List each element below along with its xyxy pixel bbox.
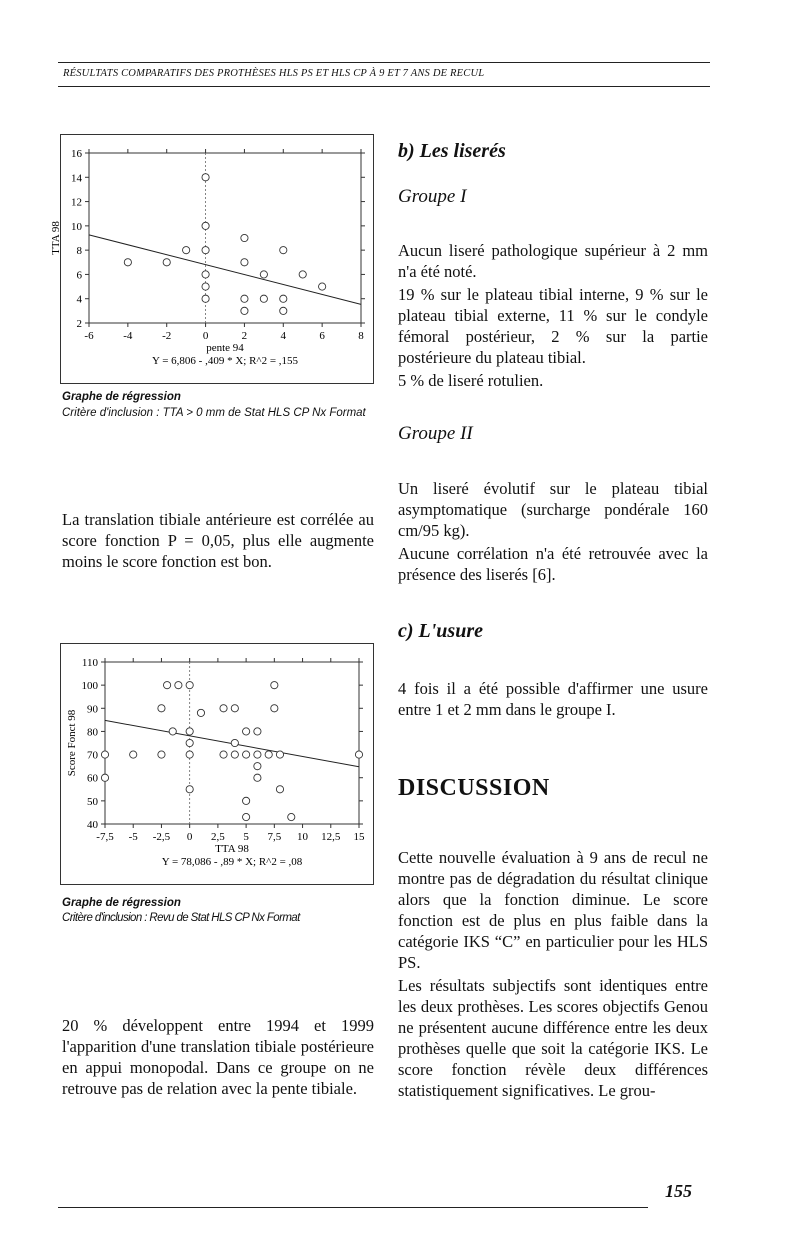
- chart-1-data-point: [202, 271, 209, 278]
- chart-2-x-tick-label: -2,5: [152, 831, 171, 843]
- chart-2-x-tick-label: 12,5: [321, 831, 341, 843]
- chart-1-data-point: [124, 259, 131, 266]
- chart-2-data-point: [271, 682, 278, 689]
- chart-2-data-point: [231, 739, 238, 746]
- chart-1-data-point: [280, 247, 287, 254]
- chart-2-data-point: [186, 786, 193, 793]
- figure-2-caption-text: Critère d'inclusion : Revu de Stat HLS CP Nx Format: [62, 912, 300, 924]
- chart-1-data-point: [202, 295, 209, 302]
- chart-2-data-point: [175, 682, 182, 689]
- discussion-paragraph-1: Cette nouvelle évaluation à 9 ans de recul ne montre pas de dégradation du résultat clinique alors que la fonction diminue. Le score fonction est de plus en plus faible dans la catégorie IKS “C” en particulier pour les HLS PS.: [398, 848, 708, 972]
- running-header: RÉSULTATS COMPARATIFS DES PROTHÈSES HLS PS ET HLS CP À 9 ET 7 ANS DE RECUL: [63, 68, 485, 79]
- chart-2-y-tick-label: 40: [87, 819, 98, 831]
- subheading-groupe-1: Groupe I: [398, 186, 467, 207]
- chart-2-equation: Y = 78,086 - ,89 * X; R^2 = ,08: [161, 856, 303, 868]
- header-rule: [58, 86, 710, 87]
- chart-2-x-axis-label: TTA 98: [215, 843, 249, 855]
- chart-1-data-point: [319, 283, 326, 290]
- groupe-2-paragraph-1: Un liseré évolutif sur le plateau tibial asymptomatique (surcharge pondérale 160 cm/95 kg).: [398, 479, 708, 540]
- chart-2-data-point: [186, 682, 193, 689]
- chart-2-data-point: [101, 751, 108, 758]
- chart-1-y-tick-label: 14: [71, 172, 82, 185]
- chart-2-y-tick-label: 90: [87, 703, 98, 716]
- chart-1-x-tick-label: 8: [358, 330, 364, 342]
- section-heading-liseres: b) Les liserés: [398, 140, 506, 162]
- regression-figure-2: [60, 643, 374, 885]
- usure-paragraph: 4 fois il a été possible d'affirmer une usure entre 1 et 2 mm dans le groupe I.: [398, 679, 708, 719]
- left-paragraph-2: 20 % développent entre 1994 et 1999 l'apparition d'une translation tibiale postérieure en appui monopodal. Dans ce groupe on ne retrouve pas de relation avec la pente tibiale.: [62, 1016, 374, 1098]
- chart-1-data-point: [241, 307, 248, 314]
- chart-1-x-tick-label: 4: [280, 330, 287, 342]
- chart-1-y-tick-label: 16: [71, 148, 82, 160]
- scatter-chart-2: [61, 644, 373, 884]
- chart-2-data-point: [158, 751, 165, 758]
- section-heading-usure: c) L'usure: [398, 620, 483, 642]
- figure-2-caption-title: Graphe de régression: [62, 897, 181, 909]
- subheading-groupe-2: Groupe II: [398, 423, 473, 444]
- groupe-2-text: [398, 478, 708, 587]
- chart-2-x-tick-label: 5: [243, 831, 249, 843]
- chart-1-data-point: [241, 259, 248, 266]
- chart-1-x-axis-label: pente 94: [206, 342, 244, 354]
- chart-2-data-point: [186, 751, 193, 758]
- chart-2-data-point: [231, 705, 238, 712]
- chart-2-x-tick-label: 2,5: [211, 831, 225, 843]
- chart-1-x-tick-label: 0: [202, 330, 209, 342]
- chart-2-data-point: [169, 728, 176, 735]
- discussion-paragraph-2: Les résultats subjectifs sont identiques entre les deux prothèses. Les scores objectifs Genou ne présentent aucune différence entre les deux prothèses quelle que soit la catégorie IKS. Le score fonction révèle deux différences statistiquement significatives. Le grou-: [398, 976, 708, 1100]
- chart-2-data-point: [197, 709, 204, 716]
- chart-2-data-point: [186, 728, 193, 735]
- chart-2-data-point: [265, 751, 272, 758]
- groupe-2-paragraph-2: Aucune corrélation n'a été retrouvée avec la présence des liserés [6].: [398, 544, 708, 584]
- discussion-heading: DISCUSSION: [398, 775, 550, 801]
- chart-2-y-tick-label: 100: [81, 680, 98, 693]
- chart-1-y-tick-label: 8: [76, 245, 82, 258]
- footer-rule: [58, 1207, 648, 1208]
- chart-2-data-point: [355, 751, 362, 758]
- chart-1-x-tick-label: -4: [123, 330, 133, 342]
- chart-1-x-tick-label: -6: [84, 330, 94, 342]
- chart-2-data-point: [254, 751, 261, 758]
- chart-1-data-point: [183, 247, 190, 254]
- chart-2-y-tick-label: 110: [81, 657, 98, 669]
- chart-1-data-point: [280, 295, 287, 302]
- chart-1-y-axis-label: TTA 98: [50, 221, 62, 255]
- chart-2-data-point: [243, 751, 250, 758]
- chart-2-data-point: [271, 705, 278, 712]
- chart-1-x-tick-label: -2: [162, 330, 172, 342]
- chart-2-y-axis-label: Score Fonct 98: [66, 709, 78, 777]
- chart-2-data-point: [130, 751, 137, 758]
- chart-1-data-point: [280, 307, 287, 314]
- chart-2-x-tick-label: -5: [128, 831, 138, 843]
- chart-1-x-tick-label: 2: [241, 330, 248, 342]
- chart-2-data-point: [254, 774, 261, 781]
- chart-1-y-tick-label: 4: [76, 293, 82, 306]
- chart-2-data-point: [163, 682, 170, 689]
- groupe-1-text: [398, 240, 708, 393]
- chart-1-y-tick-label: 2: [76, 318, 82, 330]
- chart-2-data-point: [220, 751, 227, 758]
- chart-2-y-tick-label: 80: [87, 726, 98, 739]
- chart-1-data-point: [260, 271, 267, 278]
- chart-2-data-point: [220, 705, 227, 712]
- regression-figure-1: [50, 134, 374, 384]
- chart-1-data-point: [241, 295, 248, 302]
- chart-2-x-tick-label: 0: [186, 831, 193, 843]
- chart-1-data-point: [202, 174, 209, 181]
- chart-1-y-tick-label: 12: [71, 196, 82, 209]
- chart-2-data-point: [243, 813, 250, 820]
- groupe-1-paragraph-1: Aucun liseré pathologique supérieur à 2 mm n'a été noté.: [398, 241, 708, 281]
- chart-1-data-point: [202, 283, 209, 290]
- chart-1-data-point: [202, 247, 209, 254]
- chart-1-equation: Y = 6,806 - ,409 * X; R^2 = ,155: [151, 355, 299, 367]
- chart-2-data-point: [288, 813, 295, 820]
- figure-1-caption-title: Graphe de régression: [62, 391, 181, 403]
- chart-2-data-point: [243, 797, 250, 804]
- chart-1-data-point: [299, 271, 306, 278]
- top-rule: [58, 62, 710, 63]
- chart-2-x-tick-label: 7,5: [267, 831, 282, 843]
- chart-2-x-tick-label: 15: [353, 831, 365, 843]
- groupe-1-paragraph-2: 19 % sur le plateau tibial interne, 9 % sur le plateau tibial externe, 11 % sur le condyle fémoral postérieur, 2 % sur la partie postérieure du plateau tibial.: [398, 285, 708, 367]
- chart-1-data-point: [202, 222, 209, 229]
- page-number: 155: [665, 1181, 692, 1201]
- chart-1-regression-line: [89, 235, 361, 305]
- left-paragraph-1: La translation tibiale antérieure est corrélée au score fonction P = 0,05, plus elle augmente moins le score fonction est bon.: [62, 510, 374, 571]
- figure-1-caption-text: Critère d'inclusion : TTA > 0 mm de Stat HLS CP Nx Format: [62, 407, 366, 419]
- chart-2-y-tick-label: 50: [87, 795, 98, 808]
- chart-1-data-point: [163, 259, 170, 266]
- scatter-chart-1: [50, 135, 373, 383]
- discussion-text: [398, 847, 708, 1103]
- chart-2-x-tick-label: 10: [297, 831, 309, 843]
- chart-2-x-tick-label: -7,5: [96, 831, 114, 843]
- chart-1-data-point: [241, 234, 248, 241]
- chart-2-data-point: [158, 705, 165, 712]
- chart-2-data-point: [276, 751, 283, 758]
- chart-1-data-point: [260, 295, 267, 302]
- chart-2-data-point: [254, 763, 261, 770]
- chart-2-data-point: [243, 728, 250, 735]
- chart-1-x-tick-label: 6: [319, 330, 325, 342]
- chart-2-y-tick-label: 60: [87, 772, 98, 785]
- chart-2-data-point: [231, 751, 238, 758]
- chart-2-data-point: [276, 786, 283, 793]
- chart-2-y-tick-label: 70: [87, 749, 98, 762]
- chart-2-data-point: [254, 728, 261, 735]
- chart-2-data-point: [186, 739, 193, 746]
- groupe-1-paragraph-3: 5 % de liseré rotulien.: [398, 371, 544, 390]
- chart-1-y-tick-label: 6: [76, 269, 82, 282]
- chart-1-y-tick-label: 10: [71, 220, 82, 233]
- chart-2-data-point: [101, 774, 108, 781]
